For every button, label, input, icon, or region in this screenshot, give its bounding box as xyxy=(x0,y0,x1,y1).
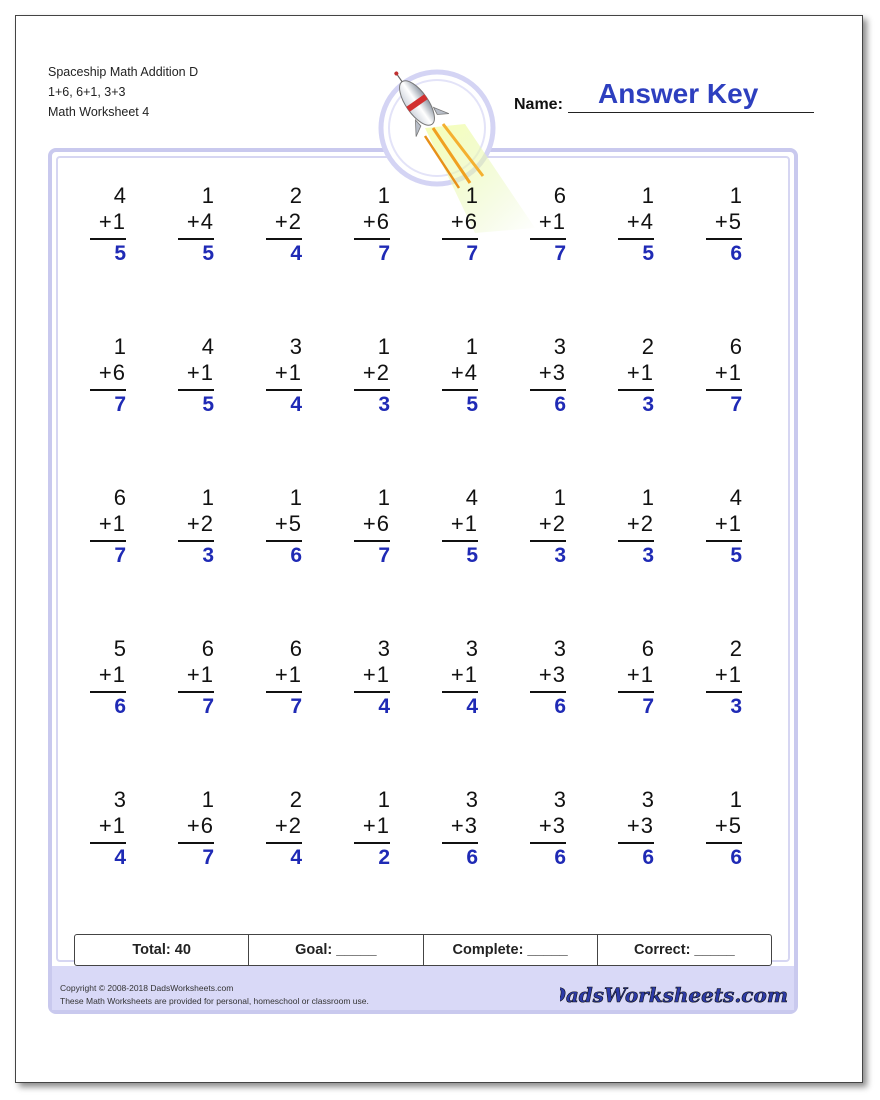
answer-sum: 7 xyxy=(378,544,390,567)
addend-top: 4 xyxy=(201,334,214,359)
addition-problem xyxy=(684,787,772,938)
sum-line xyxy=(442,389,478,391)
addend-bottom: +1 xyxy=(626,360,654,385)
worksheet-header xyxy=(48,62,198,122)
sum-line xyxy=(90,238,126,240)
answer-sum: 5 xyxy=(642,242,654,265)
sum-line xyxy=(442,540,478,542)
addend-top: 1 xyxy=(465,183,478,208)
score-complete: Complete: _____ xyxy=(424,935,598,965)
answer-sum: 4 xyxy=(290,846,302,869)
addition-problem xyxy=(244,334,332,485)
sum-line xyxy=(90,842,126,844)
answer-sum: 3 xyxy=(554,544,566,567)
addend-top: 6 xyxy=(113,485,126,510)
addition-problem xyxy=(508,636,596,787)
sum-line xyxy=(178,842,214,844)
addition-problem xyxy=(156,787,244,938)
answer-sum: 6 xyxy=(730,846,742,869)
sum-line xyxy=(354,238,390,240)
addend-bottom: +1 xyxy=(714,360,742,385)
sum-line xyxy=(706,842,742,844)
addend-top: 4 xyxy=(113,183,126,208)
sum-line xyxy=(530,238,566,240)
answer-sum: 7 xyxy=(114,393,126,416)
addend-top: 3 xyxy=(377,636,390,661)
addition-problem xyxy=(244,787,332,938)
addend-top: 5 xyxy=(113,636,126,661)
problem-row xyxy=(68,485,772,636)
answer-sum: 7 xyxy=(730,393,742,416)
addend-bottom: +1 xyxy=(450,662,478,687)
problem-row xyxy=(68,183,772,334)
addend-top: 1 xyxy=(201,485,214,510)
addition-problem xyxy=(244,485,332,636)
answer-sum: 5 xyxy=(202,242,214,265)
addend-bottom: +4 xyxy=(450,360,478,385)
addition-problem xyxy=(596,636,684,787)
copyright-notice xyxy=(60,982,369,1008)
addend-top: 1 xyxy=(465,334,478,359)
copyright-line: Copyright © 2008-2018 DadsWorksheets.com xyxy=(60,983,234,993)
addend-bottom: +2 xyxy=(362,360,390,385)
answer-sum: 4 xyxy=(114,846,126,869)
addend-top: 3 xyxy=(465,636,478,661)
sum-line xyxy=(266,540,302,542)
addend-bottom: +1 xyxy=(186,360,214,385)
sum-line xyxy=(706,389,742,391)
answer-sum: 5 xyxy=(466,544,478,567)
addition-problem xyxy=(596,787,684,938)
answer-sum: 3 xyxy=(730,695,742,718)
addition-problem xyxy=(684,636,772,787)
addition-problem xyxy=(596,183,684,334)
addend-top: 1 xyxy=(553,485,566,510)
addend-bottom: +1 xyxy=(714,662,742,687)
sum-line xyxy=(178,691,214,693)
problem-row xyxy=(68,787,772,938)
sum-line xyxy=(530,691,566,693)
addition-problem xyxy=(508,787,596,938)
addend-bottom: +5 xyxy=(274,511,302,536)
answer-sum: 5 xyxy=(114,242,126,265)
problem-row xyxy=(68,334,772,485)
addition-problem xyxy=(420,334,508,485)
answer-key-label: Answer Key xyxy=(598,78,759,109)
sum-line xyxy=(354,389,390,391)
sum-line xyxy=(266,389,302,391)
sum-line xyxy=(530,842,566,844)
answer-sum: 7 xyxy=(466,242,478,265)
sum-line xyxy=(706,691,742,693)
score-bar xyxy=(74,934,772,966)
addend-top: 6 xyxy=(289,636,302,661)
answer-sum: 6 xyxy=(114,695,126,718)
addition-problem xyxy=(684,183,772,334)
answer-sum: 7 xyxy=(642,695,654,718)
addition-problem xyxy=(156,183,244,334)
addend-bottom: +3 xyxy=(538,662,566,687)
answer-sum: 7 xyxy=(114,544,126,567)
usage-line: These Math Worksheets are provided for personal, homeschool or classroom use. xyxy=(60,996,369,1006)
addition-problem xyxy=(332,485,420,636)
addition-problem xyxy=(156,334,244,485)
addend-bottom: +1 xyxy=(274,662,302,687)
dadsworksheets-logo xyxy=(560,976,790,1015)
addend-bottom: +3 xyxy=(538,360,566,385)
addend-top: 3 xyxy=(553,636,566,661)
answer-sum: 4 xyxy=(378,695,390,718)
addend-top: 3 xyxy=(641,787,654,812)
addend-bottom: +2 xyxy=(538,511,566,536)
addend-bottom: +1 xyxy=(98,209,126,234)
score-goal: Goal: _____ xyxy=(249,935,423,965)
answer-sum: 3 xyxy=(378,393,390,416)
score-total: Total: 40 xyxy=(75,935,249,965)
sum-line xyxy=(618,540,654,542)
addend-bottom: +1 xyxy=(186,662,214,687)
answer-sum: 6 xyxy=(554,393,566,416)
addend-top: 1 xyxy=(377,334,390,359)
addition-problem xyxy=(596,334,684,485)
addend-top: 1 xyxy=(289,485,302,510)
answer-sum: 7 xyxy=(202,695,214,718)
addend-bottom: +6 xyxy=(362,209,390,234)
addition-problem xyxy=(420,183,508,334)
worksheet-subtitle: Math Worksheet 4 xyxy=(48,105,150,119)
addend-top: 1 xyxy=(729,183,742,208)
addition-problem xyxy=(244,183,332,334)
addition-problem xyxy=(68,636,156,787)
answer-sum: 7 xyxy=(290,695,302,718)
problem-grid xyxy=(68,183,772,938)
addend-top: 6 xyxy=(729,334,742,359)
addend-bottom: +1 xyxy=(274,360,302,385)
addend-bottom: +1 xyxy=(98,813,126,838)
addend-top: 3 xyxy=(289,334,302,359)
name-label: Name: xyxy=(514,96,563,113)
addend-bottom: +2 xyxy=(274,813,302,838)
addition-problem xyxy=(684,485,772,636)
addend-top: 3 xyxy=(553,334,566,359)
addend-bottom: +1 xyxy=(714,511,742,536)
addend-bottom: +6 xyxy=(186,813,214,838)
sum-line xyxy=(266,238,302,240)
addend-bottom: +1 xyxy=(626,662,654,687)
answer-sum: 4 xyxy=(290,242,302,265)
addend-top: 4 xyxy=(465,485,478,510)
addend-top: 1 xyxy=(377,787,390,812)
addend-bottom: +5 xyxy=(714,209,742,234)
answer-sum: 6 xyxy=(290,544,302,567)
addend-top: 6 xyxy=(201,636,214,661)
addend-bottom: +6 xyxy=(362,511,390,536)
addend-bottom: +4 xyxy=(186,209,214,234)
worksheet-facts: 1+6, 6+1, 3+3 xyxy=(48,85,126,99)
answer-sum: 7 xyxy=(554,242,566,265)
addend-top: 3 xyxy=(113,787,126,812)
addition-problem xyxy=(420,636,508,787)
addend-top: 2 xyxy=(289,183,302,208)
sum-line xyxy=(706,238,742,240)
addition-problem xyxy=(156,485,244,636)
addend-bottom: +2 xyxy=(626,511,654,536)
addend-bottom: +3 xyxy=(450,813,478,838)
sum-line xyxy=(354,842,390,844)
addend-top: 4 xyxy=(729,485,742,510)
addend-top: 1 xyxy=(641,183,654,208)
addend-top: 1 xyxy=(377,485,390,510)
addition-problem xyxy=(420,787,508,938)
addend-top: 2 xyxy=(729,636,742,661)
answer-sum: 6 xyxy=(466,846,478,869)
answer-sum: 3 xyxy=(642,393,654,416)
sum-line xyxy=(178,389,214,391)
answer-sum: 5 xyxy=(730,544,742,567)
sum-line xyxy=(442,238,478,240)
sum-line xyxy=(178,540,214,542)
addition-problem xyxy=(332,787,420,938)
addend-bottom: +3 xyxy=(626,813,654,838)
worksheet-title: Spaceship Math Addition D xyxy=(48,65,199,79)
sum-line xyxy=(90,540,126,542)
addend-bottom: +1 xyxy=(362,813,390,838)
answer-sum: 3 xyxy=(642,544,654,567)
sum-line xyxy=(354,691,390,693)
sum-line xyxy=(530,389,566,391)
problem-row xyxy=(68,636,772,787)
addition-problem xyxy=(596,485,684,636)
addend-bottom: +1 xyxy=(98,511,126,536)
addition-problem xyxy=(332,636,420,787)
sum-line xyxy=(178,238,214,240)
answer-sum: 3 xyxy=(202,544,214,567)
answer-sum: 4 xyxy=(466,695,478,718)
addition-problem xyxy=(68,334,156,485)
sum-line xyxy=(90,691,126,693)
addend-bottom: +5 xyxy=(714,813,742,838)
addend-bottom: +2 xyxy=(274,209,302,234)
sum-line xyxy=(266,842,302,844)
addition-problem xyxy=(508,334,596,485)
sum-line xyxy=(354,540,390,542)
addend-bottom: +6 xyxy=(450,209,478,234)
sum-line xyxy=(442,691,478,693)
sum-line xyxy=(90,389,126,391)
addend-bottom: +1 xyxy=(98,662,126,687)
addend-bottom: +3 xyxy=(538,813,566,838)
sum-line xyxy=(618,691,654,693)
score-correct: Correct: _____ xyxy=(634,942,735,958)
addend-top: 2 xyxy=(289,787,302,812)
addend-top: 2 xyxy=(641,334,654,359)
answer-sum: 7 xyxy=(378,242,390,265)
answer-sum: 4 xyxy=(290,393,302,416)
addend-top: 3 xyxy=(465,787,478,812)
addition-problem xyxy=(244,636,332,787)
answer-sum: 6 xyxy=(730,242,742,265)
logo-text: DadsWorksheets.com xyxy=(560,983,788,1007)
addend-top: 6 xyxy=(641,636,654,661)
sum-line xyxy=(266,691,302,693)
addition-problem xyxy=(508,183,596,334)
addend-bottom: +1 xyxy=(538,209,566,234)
addend-top: 1 xyxy=(641,485,654,510)
answer-sum: 6 xyxy=(554,846,566,869)
sum-line xyxy=(618,238,654,240)
sum-line xyxy=(706,540,742,542)
addend-top: 1 xyxy=(201,183,214,208)
addition-problem xyxy=(684,334,772,485)
addend-bottom: +1 xyxy=(450,511,478,536)
sum-line xyxy=(442,842,478,844)
sum-line xyxy=(618,842,654,844)
addend-top: 1 xyxy=(113,334,126,359)
addition-problem xyxy=(68,183,156,334)
answer-sum: 5 xyxy=(466,393,478,416)
answer-sum: 5 xyxy=(202,393,214,416)
addition-problem xyxy=(332,183,420,334)
name-field-line xyxy=(568,112,814,113)
addend-top: 6 xyxy=(553,183,566,208)
addition-problem xyxy=(420,485,508,636)
addition-problem xyxy=(68,787,156,938)
answer-sum: 6 xyxy=(642,846,654,869)
answer-sum: 2 xyxy=(378,846,390,869)
addend-top: 1 xyxy=(729,787,742,812)
addition-problem xyxy=(68,485,156,636)
sum-line xyxy=(530,540,566,542)
answer-sum: 6 xyxy=(554,695,566,718)
addend-bottom: +2 xyxy=(186,511,214,536)
addition-problem xyxy=(332,334,420,485)
addend-top: 1 xyxy=(201,787,214,812)
addend-bottom: +1 xyxy=(362,662,390,687)
addend-bottom: +4 xyxy=(626,209,654,234)
answer-sum: 7 xyxy=(202,846,214,869)
sum-line xyxy=(618,389,654,391)
addition-problem xyxy=(508,485,596,636)
addend-top: 3 xyxy=(553,787,566,812)
addend-top: 1 xyxy=(377,183,390,208)
addend-bottom: +6 xyxy=(98,360,126,385)
addition-problem xyxy=(156,636,244,787)
